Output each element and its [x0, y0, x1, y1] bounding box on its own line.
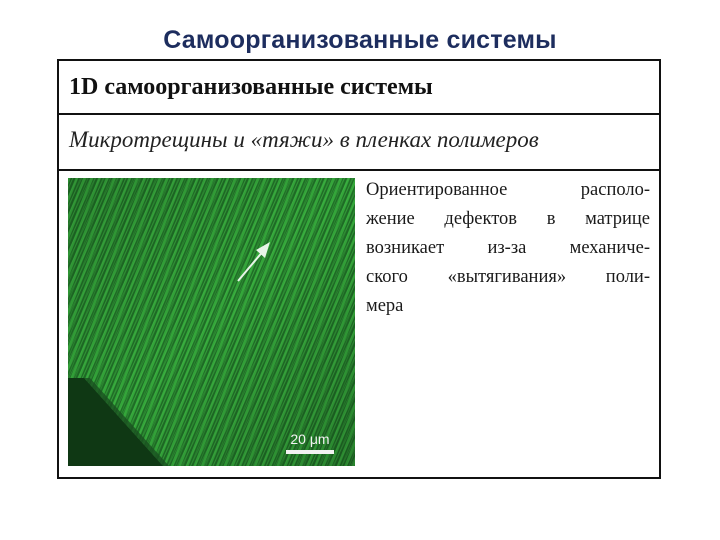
divider-bottom [59, 477, 659, 479]
section-heading: 1D самоорганизованные системы [69, 74, 433, 100]
description-text [366, 176, 650, 321]
micrograph-image [68, 178, 355, 466]
description-line: Ориентированное располо- [366, 180, 650, 200]
description-line: ского «вытягивания» поли- [366, 267, 650, 287]
description-line: возникает из-за механиче- [366, 238, 650, 258]
content-frame [57, 59, 661, 479]
description-line: жение дефектов в матрице [366, 209, 650, 229]
scale-bar [286, 450, 334, 454]
scale-label: 20 μm [290, 431, 330, 447]
divider-subtitle [59, 169, 659, 171]
description-line: мера [366, 296, 404, 316]
divider-top [59, 59, 659, 61]
divider-heading [59, 113, 659, 115]
slide-title: Самоорганизованные системы [163, 26, 557, 54]
subtitle: Микротрещины и «тяжи» в пленках полимеров [69, 127, 539, 152]
